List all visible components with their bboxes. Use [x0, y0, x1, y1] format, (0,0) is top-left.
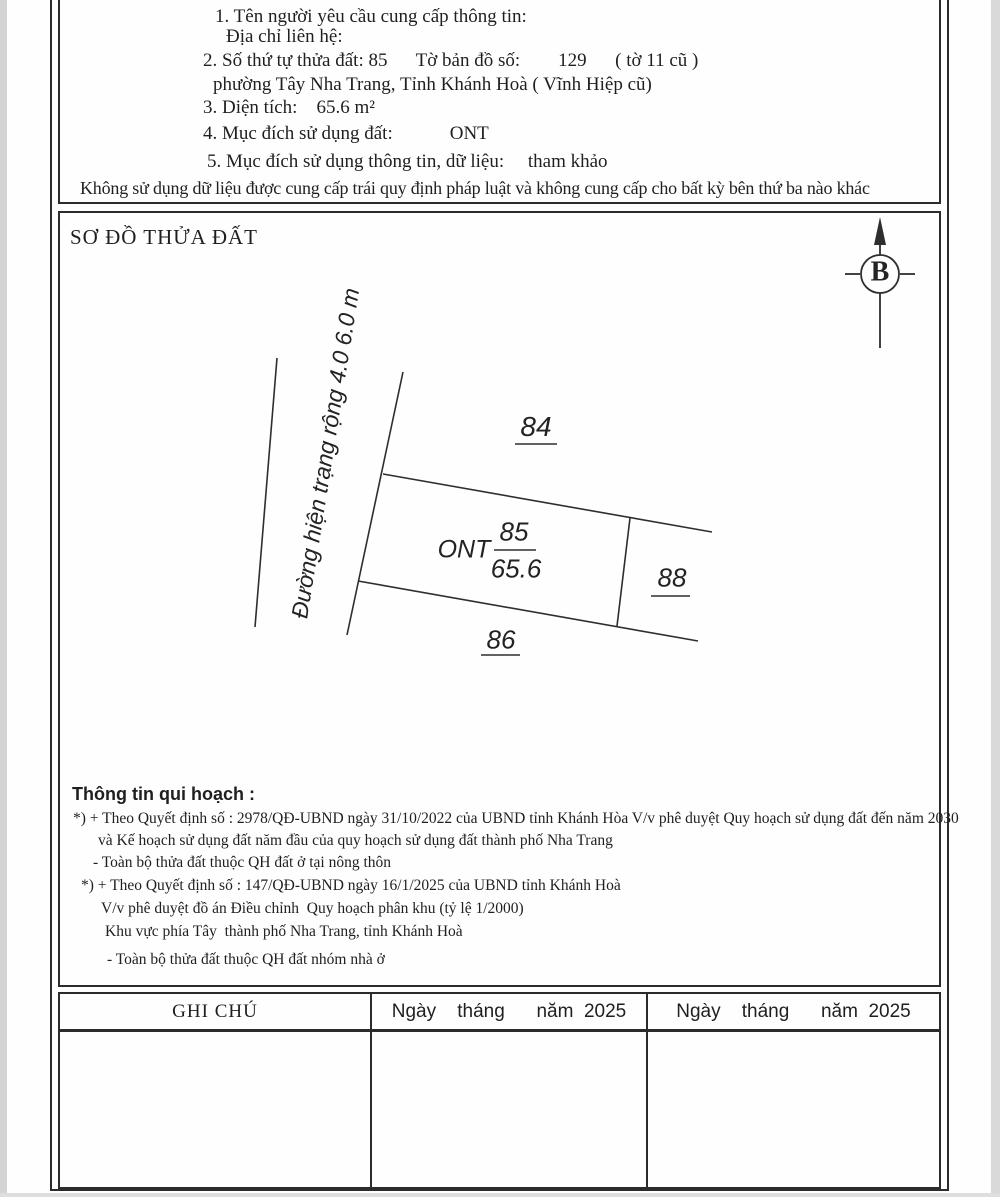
signature-table-header [60, 994, 939, 1032]
info-disclaimer: Không sử dụng dữ liệu được cung cấp trái quy định pháp luật và không cung cấp cho bất kỳ bên thứ ba nào khác [80, 178, 870, 198]
diagram-title: SƠ ĐỒ THỬA ĐẤT [70, 225, 258, 249]
planning-line-housing-group: - Toàn bộ thửa đất thuộc QH đất nhóm nhà ở [107, 951, 385, 968]
planning-title: Thông tin qui hoạch : [72, 784, 255, 804]
planning-line-decision-147: *) + Theo Quyết định số : 147/QĐ-UBND ngày 16/1/2025 của UBND tỉnh Khánh Hoà [81, 877, 621, 894]
planning-line-rural-residential: - Toàn bộ thửa đất thuộc QH đất ở tại nông thôn [93, 854, 392, 871]
info-line-parcel-number: 2. Số thứ tự thửa đất: 85 Tờ bản đồ số: 129 ( tờ 11 cũ ) [203, 50, 699, 71]
info-line-address: Địa chỉ liên hệ: [226, 26, 343, 47]
neighbor-parcel-84: 84 [520, 411, 552, 442]
info-line-requester: 1. Tên người yêu cầu cung cấp thông tin: [215, 6, 527, 27]
table-header-date-right: Ngày tháng năm 2025 [646, 994, 939, 1029]
table-cell-sign-right-empty [646, 1032, 939, 1187]
planning-line-zoning-adjust: V/v phê duyệt đồ án Điều chỉnh Quy hoạch phân khu (tỷ lệ 1/2000) [101, 900, 524, 917]
parcel-number-label: 85 [499, 516, 529, 547]
info-line-data-purpose: 5. Mục đích sử dụng thông tin, dữ liệu: tham khảo [207, 151, 608, 172]
north-label: B [870, 256, 890, 288]
planning-line-west-area: Khu vực phía Tây thành phố Nha Trang, tỉnh Khánh Hoà [105, 923, 463, 940]
scan-edge-bottom [0, 1193, 1000, 1197]
signature-table-body [60, 1032, 939, 1187]
planning-line-decision-2978: *) + Theo Quyết định số : 2978/QĐ-UBND ngày 31/10/2022 của UBND tỉnh Khánh Hòa V/v phê duyệt Quy hoạch sử dụng đất đến năm 2030 [73, 810, 959, 827]
info-line-ward: phường Tây Nha Trang, Tỉnh Khánh Hoà ( Vĩnh Hiệp cũ) [213, 74, 652, 95]
info-line-area: 3. Diện tích: 65.6 m² [203, 97, 375, 118]
road-label: Đường hiện trạng rộng 4.0 6.0 m [286, 286, 365, 621]
planning-line-plan-first-year: và Kế hoạch sử dụng đất năm đầu của quy hoạch sử dụng đất thành phố Nha Trang [98, 832, 613, 849]
parcel-area-label: 65.6 [490, 553, 542, 584]
neighbor-parcel-86: 86 [486, 624, 516, 655]
scan-edge-left [0, 0, 7, 1197]
neighbor-parcel-88: 88 [657, 562, 687, 593]
table-header-date-left: Ngày tháng năm 2025 [370, 994, 646, 1029]
parcel-land-use-label: ONT [437, 535, 491, 564]
signature-table [58, 992, 941, 1189]
info-section-box [58, 0, 941, 204]
table-cell-notes-empty [60, 1032, 370, 1187]
table-header-notes: GHI CHÚ [172, 1000, 258, 1022]
info-line-land-use: 4. Mục đích sử dụng đất: ONT [203, 123, 489, 144]
table-cell-sign-left-empty [370, 1032, 646, 1187]
scan-edge-right [991, 0, 1000, 1197]
